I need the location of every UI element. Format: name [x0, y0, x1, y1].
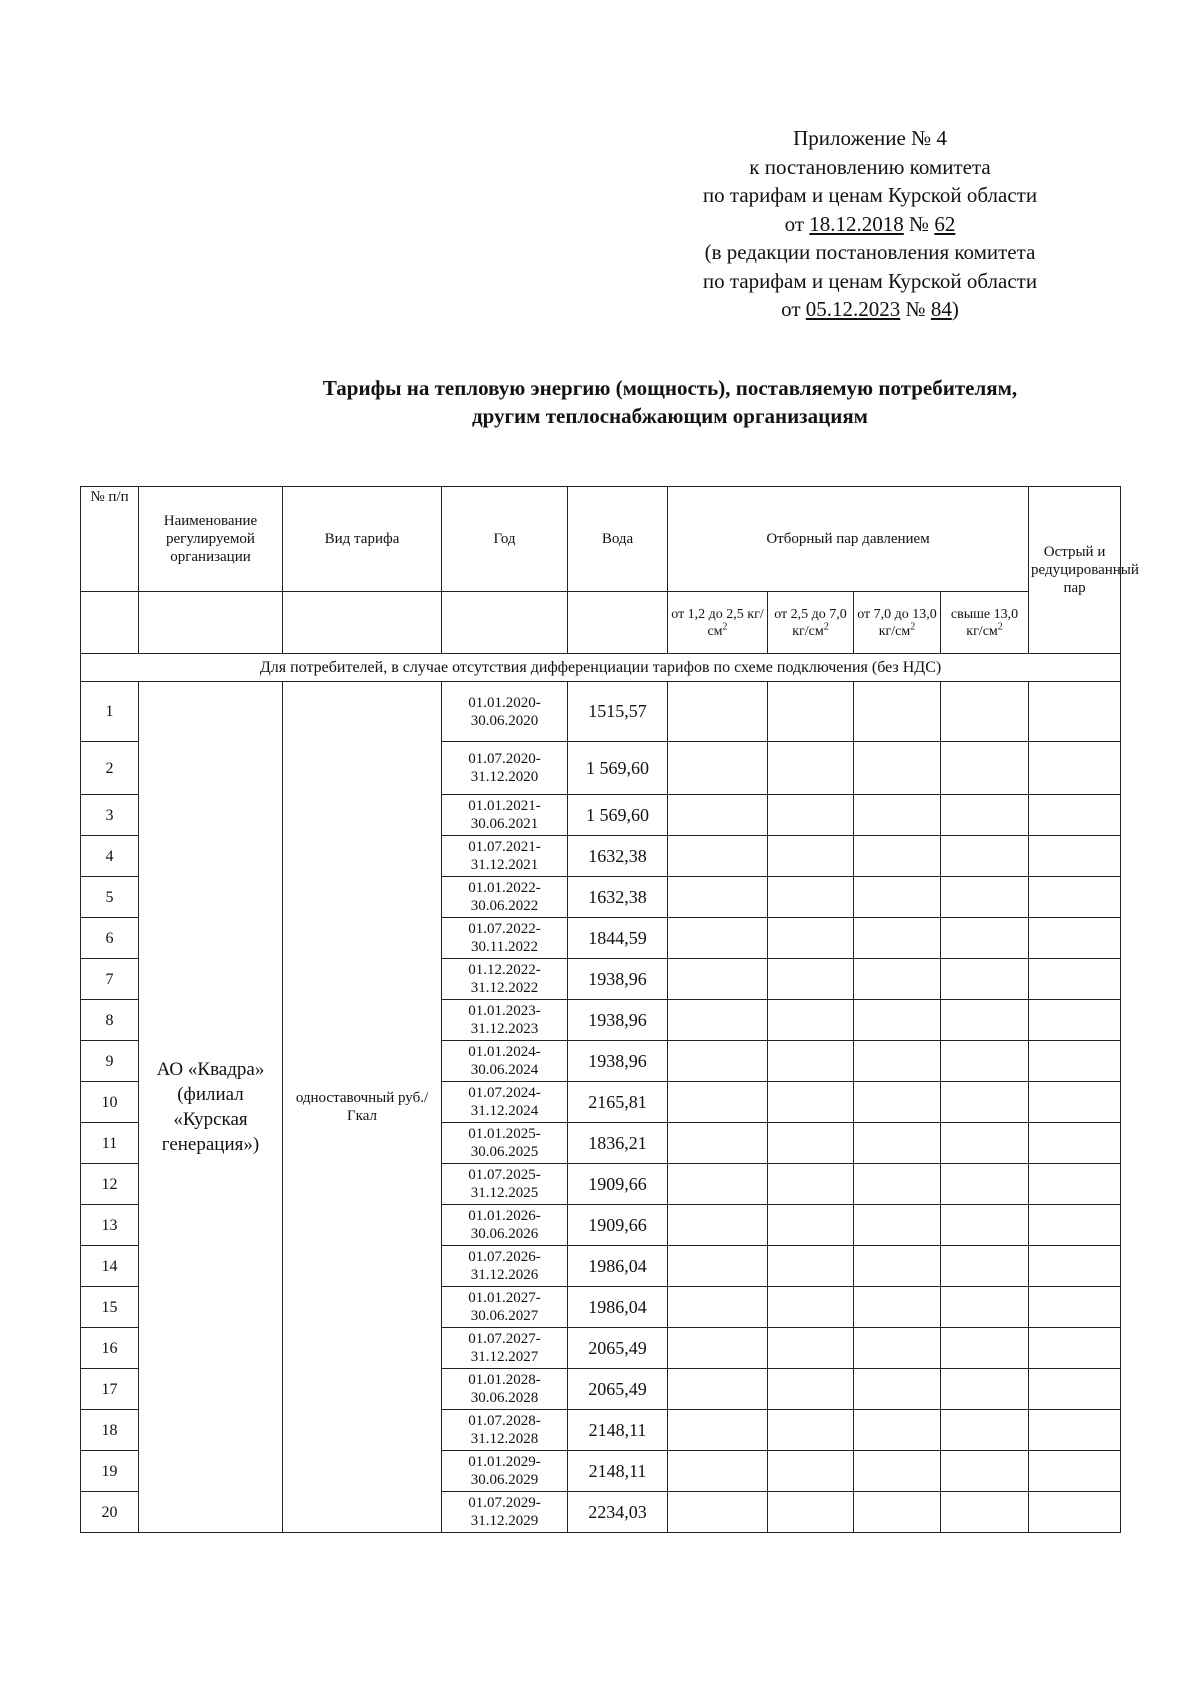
empty-cell — [1029, 1082, 1121, 1123]
tariff-period: 01.01.2027-30.06.2027 — [442, 1287, 568, 1328]
empty-cell — [768, 836, 854, 877]
water-tariff: 1909,66 — [568, 1164, 668, 1205]
row-number: 15 — [81, 1287, 139, 1328]
empty-cell — [768, 795, 854, 836]
row-number: 13 — [81, 1205, 139, 1246]
empty-cell — [768, 1492, 854, 1533]
empty-cell — [854, 1328, 941, 1369]
appendix-line-4 — [640, 210, 1100, 239]
empty-cell — [854, 1369, 941, 1410]
edition-number: 84 — [930, 297, 952, 321]
row-number: 18 — [81, 1410, 139, 1451]
empty-cell — [668, 918, 768, 959]
water-tariff: 1938,96 — [568, 1041, 668, 1082]
empty-cell — [854, 795, 941, 836]
tariff-period: 01.01.2022-30.06.2022 — [442, 877, 568, 918]
empty-cell — [854, 682, 941, 742]
empty-cell — [668, 1000, 768, 1041]
water-tariff: 2065,49 — [568, 1369, 668, 1410]
water-tariff: 1986,04 — [568, 1287, 668, 1328]
tariff-period: 01.07.2029-31.12.2029 — [442, 1492, 568, 1533]
water-tariff: 1 569,60 — [568, 742, 668, 795]
appendix-line-4-prefix: от — [784, 211, 810, 236]
empty-cell — [668, 877, 768, 918]
empty-cell — [668, 742, 768, 795]
tariff-period: 01.01.2020-30.06.2020 — [442, 682, 568, 742]
header-pressure-1: от 1,2 до 2,5 $кг/см^2$ — [668, 592, 768, 654]
empty-cell — [941, 742, 1029, 795]
row-number: 7 — [81, 959, 139, 1000]
empty-cell — [1029, 1246, 1121, 1287]
title-line-1: Тарифы на тепловую энергию (мощность), поставляемую потребителям, — [322, 376, 1018, 400]
empty-cell — [1029, 682, 1121, 742]
table-row — [81, 682, 1121, 742]
header-pressure-4: свыше 13,0 $кг/см^2$ — [941, 592, 1029, 654]
empty-cell — [768, 742, 854, 795]
empty-cell — [768, 1410, 854, 1451]
header-empty-1 — [81, 592, 139, 654]
empty-cell — [941, 1287, 1029, 1328]
empty-cell — [768, 1164, 854, 1205]
empty-cell — [768, 1000, 854, 1041]
tariff-period: 01.01.2028-30.06.2028 — [442, 1369, 568, 1410]
header-kind: Вид тарифа — [283, 487, 442, 592]
empty-cell — [1029, 1328, 1121, 1369]
empty-cell — [1029, 1451, 1121, 1492]
empty-cell — [941, 959, 1029, 1000]
empty-cell — [1029, 1410, 1121, 1451]
tariff-table — [80, 486, 1139, 1533]
empty-cell — [1029, 795, 1121, 836]
empty-cell — [854, 836, 941, 877]
empty-cell — [668, 1287, 768, 1328]
tariff-period: 01.07.2024-31.12.2024 — [442, 1082, 568, 1123]
tariff-period: 01.07.2020-31.12.2020 — [442, 742, 568, 795]
empty-cell — [768, 1205, 854, 1246]
empty-cell — [941, 1369, 1029, 1410]
empty-cell — [854, 1287, 941, 1328]
empty-cell — [854, 1205, 941, 1246]
water-tariff: 2148,11 — [568, 1410, 668, 1451]
empty-cell — [941, 1123, 1029, 1164]
empty-cell — [941, 682, 1029, 742]
header-pressure-3: от 7,0 до 13,0 $кг/см^2$ — [854, 592, 941, 654]
empty-cell — [854, 918, 941, 959]
tariff-period: 01.07.2021-31.12.2021 — [442, 836, 568, 877]
empty-cell — [941, 1246, 1029, 1287]
empty-cell — [941, 877, 1029, 918]
appendix-line-7 — [640, 295, 1100, 324]
empty-cell — [768, 1246, 854, 1287]
empty-cell — [941, 836, 1029, 877]
water-tariff: 1909,66 — [568, 1205, 668, 1246]
empty-cell — [1029, 742, 1121, 795]
row-number: 3 — [81, 795, 139, 836]
water-tariff: 1844,59 — [568, 918, 668, 959]
empty-cell — [1029, 1000, 1121, 1041]
empty-cell — [668, 1369, 768, 1410]
water-tariff: 1938,96 — [568, 959, 668, 1000]
empty-cell — [941, 1410, 1029, 1451]
empty-cell — [768, 1287, 854, 1328]
row-number: 2 — [81, 742, 139, 795]
appendix-line-3: по тарифам и ценам Курской области — [702, 183, 1038, 207]
empty-cell — [854, 1082, 941, 1123]
empty-cell — [854, 1410, 941, 1451]
empty-cell — [941, 1041, 1029, 1082]
tariff-period: 01.01.2026-30.06.2026 — [442, 1205, 568, 1246]
appendix-line-5: (в редакции постановления комитета — [704, 240, 1036, 264]
empty-cell — [668, 1492, 768, 1533]
empty-cell — [941, 1492, 1029, 1533]
header-org: Наименование регулируемой организации — [139, 487, 283, 592]
tariff-period: 01.07.2027-31.12.2027 — [442, 1328, 568, 1369]
water-tariff: 1938,96 — [568, 1000, 668, 1041]
section-row — [81, 654, 1121, 682]
water-tariff: 1986,04 — [568, 1246, 668, 1287]
empty-cell — [768, 1451, 854, 1492]
empty-cell — [1029, 1492, 1121, 1533]
empty-cell — [1029, 1205, 1121, 1246]
empty-cell — [668, 682, 768, 742]
tariff-period: 01.07.2026-31.12.2026 — [442, 1246, 568, 1287]
tariff-kind: одноставочный руб./Гкал — [283, 682, 442, 1533]
empty-cell — [854, 1123, 941, 1164]
header-steam: Отборный пар давлением — [668, 487, 1029, 592]
row-number: 12 — [81, 1164, 139, 1205]
tariff-period: 01.12.2022-31.12.2022 — [442, 959, 568, 1000]
empty-cell — [768, 1041, 854, 1082]
empty-cell — [1029, 918, 1121, 959]
water-tariff: 1632,38 — [568, 877, 668, 918]
empty-cell — [941, 1328, 1029, 1369]
empty-cell — [854, 1000, 941, 1041]
header-empty-5 — [568, 592, 668, 654]
empty-cell — [668, 1246, 768, 1287]
empty-cell — [854, 877, 941, 918]
header-empty-4 — [442, 592, 568, 654]
empty-cell — [1029, 1287, 1121, 1328]
water-tariff: 2234,03 — [568, 1492, 668, 1533]
appendix-block — [640, 124, 1100, 324]
empty-cell — [1029, 1164, 1121, 1205]
empty-cell — [941, 1205, 1029, 1246]
empty-cell — [941, 918, 1029, 959]
section-caption: Для потребителей, в случае отсутствия дифференциации тарифов по схеме подключения (без НДС) — [81, 654, 1121, 682]
empty-cell — [1029, 959, 1121, 1000]
title-line-2: другим теплоснабжающим организациям — [471, 404, 868, 428]
edition-date: 05.12.2023 — [805, 297, 901, 321]
empty-cell — [668, 836, 768, 877]
header-row-1 — [81, 487, 1121, 592]
empty-cell — [941, 1164, 1029, 1205]
row-number: 10 — [81, 1082, 139, 1123]
row-number: 11 — [81, 1123, 139, 1164]
row-number: 20 — [81, 1492, 139, 1533]
tariff-period: 01.01.2029-30.06.2029 — [442, 1451, 568, 1492]
empty-cell — [668, 1410, 768, 1451]
empty-cell — [668, 1205, 768, 1246]
row-number: 17 — [81, 1369, 139, 1410]
empty-cell — [668, 795, 768, 836]
tariff-period: 01.01.2025-30.06.2025 — [442, 1123, 568, 1164]
tariff-period: 01.07.2028-31.12.2028 — [442, 1410, 568, 1451]
organization-name: АО «Квадра» (филиал «Курская генерация») — [139, 682, 283, 1533]
empty-cell — [854, 1492, 941, 1533]
appendix-line-6: по тарифам и ценам Курской области — [702, 268, 1038, 293]
empty-cell — [768, 1369, 854, 1410]
row-number: 16 — [81, 1328, 139, 1369]
appendix-line-2: к постановлению комитета — [749, 154, 991, 179]
header-pressure-2: от 2,5 до 7,0 $кг/см^2$ — [768, 592, 854, 654]
empty-cell — [768, 682, 854, 742]
empty-cell — [668, 1041, 768, 1082]
empty-cell — [668, 1123, 768, 1164]
empty-cell — [941, 795, 1029, 836]
row-number: 6 — [81, 918, 139, 959]
tariff-period: 01.01.2023-31.12.2023 — [442, 1000, 568, 1041]
empty-cell — [768, 877, 854, 918]
header-empty-2 — [139, 592, 283, 654]
empty-cell — [854, 1451, 941, 1492]
empty-cell — [668, 1082, 768, 1123]
empty-cell — [668, 1164, 768, 1205]
empty-cell — [1029, 836, 1121, 877]
empty-cell — [941, 1451, 1029, 1492]
header-sharp-steam: Острый и редуцированный пар — [1029, 487, 1121, 654]
row-number: 1 — [81, 682, 139, 742]
empty-cell — [1029, 1041, 1121, 1082]
empty-cell — [668, 959, 768, 1000]
empty-cell — [941, 1082, 1029, 1123]
row-number: 5 — [81, 877, 139, 918]
empty-cell — [854, 959, 941, 1000]
empty-cell — [1029, 1123, 1121, 1164]
empty-cell — [768, 959, 854, 1000]
header-empty-3 — [283, 592, 442, 654]
empty-cell — [668, 1451, 768, 1492]
empty-cell — [768, 1328, 854, 1369]
empty-cell — [1029, 877, 1121, 918]
resolution-number: 62 — [934, 211, 956, 236]
empty-cell — [768, 1123, 854, 1164]
header-num: № п/п — [81, 487, 139, 592]
tariff-period: 01.01.2021-30.06.2021 — [442, 795, 568, 836]
water-tariff: 2165,81 — [568, 1082, 668, 1123]
row-number: 14 — [81, 1246, 139, 1287]
row-number: 4 — [81, 836, 139, 877]
header-row-2 — [81, 592, 1121, 654]
water-tariff: 2065,49 — [568, 1328, 668, 1369]
resolution-date: 18.12.2018 — [809, 211, 904, 236]
tariff-rows — [81, 682, 1121, 1533]
row-number: 9 — [81, 1041, 139, 1082]
empty-cell — [854, 1041, 941, 1082]
empty-cell — [854, 742, 941, 795]
empty-cell — [768, 1082, 854, 1123]
empty-cell — [668, 1328, 768, 1369]
water-tariff: 1632,38 — [568, 836, 668, 877]
water-tariff: 1836,21 — [568, 1123, 668, 1164]
appendix-line-7-suffix: ) — [951, 297, 959, 321]
tariff-period: 01.01.2024-30.06.2024 — [442, 1041, 568, 1082]
row-number: 8 — [81, 1000, 139, 1041]
appendix-line-1: Приложение № 4 — [793, 126, 947, 150]
empty-cell — [854, 1246, 941, 1287]
appendix-line-4-no: № — [903, 211, 935, 236]
header-year: Год — [442, 487, 568, 592]
water-tariff: 1515,57 — [568, 682, 668, 742]
tariff-period: 01.07.2025-31.12.2025 — [442, 1164, 568, 1205]
document-title — [200, 374, 1140, 430]
tariff-period: 01.07.2022-30.11.2022 — [442, 918, 568, 959]
appendix-line-7-no: № — [900, 297, 931, 321]
empty-cell — [768, 918, 854, 959]
header-water: Вода — [568, 487, 668, 592]
empty-cell — [854, 1164, 941, 1205]
row-number: 19 — [81, 1451, 139, 1492]
appendix-line-7-prefix: от — [781, 297, 806, 321]
water-tariff: 2148,11 — [568, 1451, 668, 1492]
water-tariff: 1 569,60 — [568, 795, 668, 836]
empty-cell — [941, 1000, 1029, 1041]
empty-cell — [1029, 1369, 1121, 1410]
